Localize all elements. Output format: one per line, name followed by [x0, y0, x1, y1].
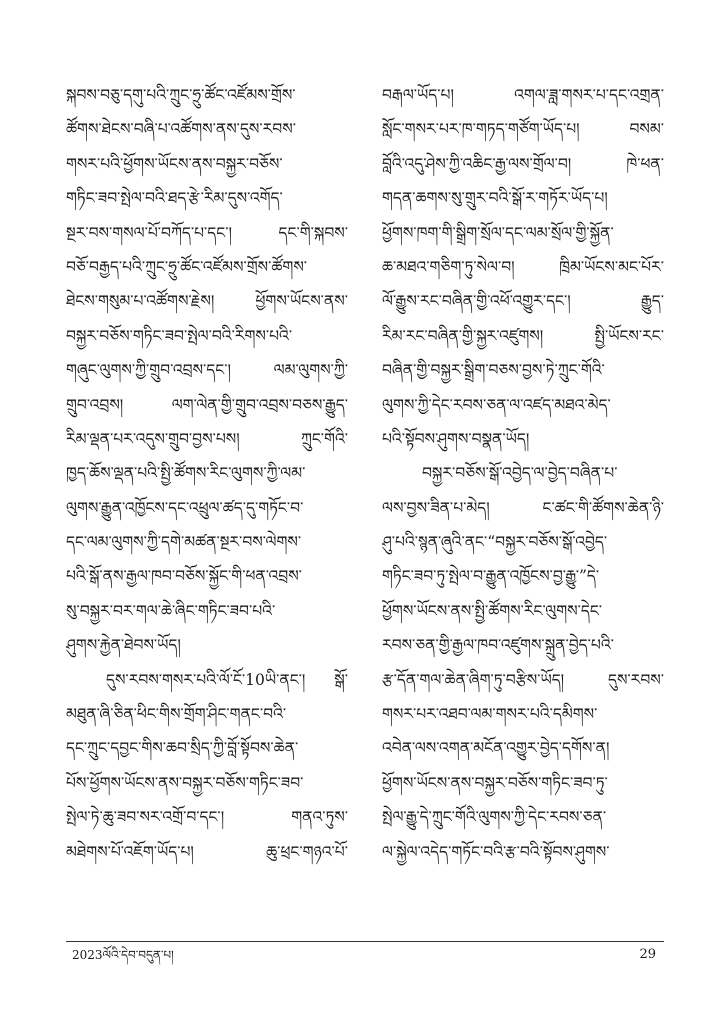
left-column-text-line: ཚོགས་ཐེངས་བཞི་པ་འཚོགས་ནས་དུས་རབས་ — [66, 120, 296, 139]
left-column-text-line: སྔར་བས་གསལ་པོ་བཀོད་པ་དང་། དང་གི་སྐབས་ — [66, 223, 348, 242]
left-column-text-line: བཅོ་བརྒྱད་པའི་ཀྲུང་ཧྲུ་ཚོང་འཛོམས་གྲོས་ཚོགས་ — [66, 257, 308, 276]
right-column-text-line: རིམ་རང་བཞིན་གྱི་སྐྱར་འཛུགས། སྤྱི་ཡོངས་རང་ — [382, 326, 664, 345]
right-text-column — [382, 78, 664, 908]
left-column-text-line: པོས་ཕྱོགས་ཡོངས་ནས་བསྐྱར་བཅོས་གཏིང་ཟབ་ — [66, 773, 304, 792]
right-column-text-line: གདན་ཆགས་སུ་གྲུར་བའི་སྒོ་ར་གཏོར་ཡོད་པ། — [382, 189, 608, 208]
left-column-text-line: པའི་སྒོ་ནས་རྒྱལ་ཁབ་བཅོས་སྐྱོང་གི་ཕན་འབྲས་ — [66, 567, 302, 586]
right-column-text-line: བློའི་འདུ་ཤེས་ཀྱི་འཆིང་རྒྱ་ལས་གྲོལ་བ། ཁེ་ཕན་ — [382, 154, 664, 173]
left-column-text-line: རིམ་ལྡན་པར་འདུས་གྲུབ་བྱས་པས། ཀྲུང་གོའི་ — [66, 429, 348, 448]
left-column-text-line: བསྐྱར་བཅོས་གཏིང་ཟབ་སྤེལ་བའི་རིགས་པའི་ — [66, 326, 293, 345]
left-column-text-line: དང་ལམ་ལུགས་ཀྱི་དགེ་མཚན་སྔར་བས་ལེགས་ — [66, 533, 302, 552]
right-column-text-line: ལ་སྐྱེལ་འདེད་གཏོང་བའི་རྩ་བའི་སྟོབས་ཤུགས་ — [382, 842, 610, 861]
right-column-text-line: བསྐྱར་བཅོས་སྒོ་འབྱེད་ལ་བྱེད་བཞིན་པ་ — [422, 464, 618, 483]
right-column-text-line: ཤུ་པའི་སྙན་ཞུའི་ནང་“བསྐྱར་བཅོས་སྒོ་འབྱེད་ — [382, 533, 608, 552]
right-column-text-line: སློང་གསར་པར་ཁ་གཏད་གཙོག་ཡོད་པ། བསམ་ — [382, 120, 664, 139]
right-column-text-line: བཞིན་གྱི་བསྐྱར་སྒྲིག་བཅས་བྱས་ཏེ་ཀྲུང་གོའི་ — [382, 361, 605, 380]
right-column-text-line: ལས་བྱས་ཟིན་པ་མེད། ང་ཚང་གི་ཚོགས་ཆེན་ཉི་ — [382, 498, 664, 517]
left-column-text-line: ཤུགས་རྐྱེན་ཐེབས་ཡོད། — [66, 636, 181, 655]
right-column-text-line: བརྒལ་ཡོད་པ། འགལ་ཟླ་གསར་པ་དང་འགྲན་ — [382, 86, 664, 104]
left-column-text-line: གྲུབ་འབྲས། ལག་ལེན་གྱི་གྲུབ་འབྲས་བཅས་རྒྱུད་ — [66, 395, 348, 414]
left-column-text-line: ལུགས་རྒྱུན་འཁྱོངས་དང་འཕྲུལ་ཚད་དུ་གཏོང་བ་ — [66, 498, 304, 517]
right-column-text-line: རབས་ཅན་གྱི་རྒྱལ་ཁབ་འཛུགས་སྐྲུན་བྱེད་པའི་ — [382, 636, 614, 655]
right-column-text-line: གསར་པར་འཐབ་ལམ་གསར་པའི་དམིགས་ — [382, 705, 598, 724]
left-column-text-line: གཞུང་ལུགས་ཀྱི་གྲུབ་འབྲས་དང་། ལམ་ལུགས་ཀྱི་ — [66, 361, 348, 380]
left-column-text-line: གསར་པའི་ཕྱོགས་ཡོངས་ནས་བསྐྱར་བཅོས་ — [66, 154, 283, 173]
left-column-text-line: སྤེལ་ཏེ་ཆུ་ཟབ་སར་འགྲོ་བ་དང་། གནའ་ཏུས་ — [66, 808, 348, 827]
left-column-text-line: མཐུན་ཞི་ཅིན་ཕིང་གིས་གྲོག་ཤིང་གནང་བའི་ — [66, 705, 287, 724]
right-column-text-line: ཕྱོགས་ཁག་གི་སྒྲིག་སྲོལ་དང་ལམ་སྲོལ་གྱི་སྐྱོན་ — [382, 223, 614, 242]
left-column-text-line: དང་ཀྲུང་དབྱང་གིས་ཆབ་སྲིད་ཀྱི་བློ་སྟོབས་ཆེན་ — [66, 739, 299, 758]
right-column-text-line: འབེན་ལས་འགན་མངོན་འགྱུར་བྱེད་དགོས་ན། — [382, 739, 610, 758]
right-column-text-line: པའི་སྟོབས་ཤུགས་བསྣན་ཡོད། — [382, 429, 530, 448]
left-column-text-line: མཐེགས་པོ་འཇོག་ཡོད་པ། ཆུ་ཕྲང་གཉའ་པོ་ — [66, 842, 348, 861]
right-column-text-line: ཕྱོགས་ཡོངས་ནས་སྤྱི་ཚོགས་རིང་ལུགས་དེང་ — [382, 601, 603, 620]
right-column-text-line: ལོ་རྒྱུས་རང་བཞིན་གྱི་འཕོ་འགྱུར་དང་། རྒྱུད་ — [382, 292, 664, 311]
left-column-text-line: གཏིང་ཟབ་སྤེལ་བའི་ཐད་རྩེ་རིམ་དུས་འགོད་ — [66, 189, 283, 208]
right-column-text-line: རྩ་དོན་གལ་ཆེན་ཞིག་ཏུ་བརྩིས་ཡོད། དུས་རབས་ — [382, 670, 664, 689]
left-column-text-line: ཐེངས་གསུམ་པ་འཚོགས་རྗེས། ཕྱོགས་ཡོངས་ནས་ — [66, 292, 348, 311]
right-column-text-line: ལུགས་ཀྱི་དེང་རབས་ཅན་ལ་འཛད་མཐའ་མེད་ — [382, 395, 611, 414]
left-column-text-line: སྐབས་བཅུ་དགུ་པའི་ཀྲུང་ཧྲུ་ཚོང་འཛོམས་གྲོས་ — [66, 86, 296, 104]
right-column-text-line: ཕྱོགས་ཡོངས་ནས་བསྐྱར་བཅོས་གཏིང་ཟབ་ཏུ་ — [382, 773, 608, 792]
right-column-text-line: གཏིང་ཟབ་ཏུ་སྤེལ་བ་རྒྱུན་འཁྱོངས་བྱ་རྒྱུ་”དེ་ — [382, 567, 600, 586]
right-column-text-line: ཆ་མཐའ་གཅིག་ཏུ་སེལ་བ། ཁྲིམ་ཡོངས་མང་པོར་ — [382, 257, 664, 276]
right-column-text-line: སྤེལ་རྒྱུ་དེ་ཀྲུང་གོའི་ལུགས་ཀྱི་དེང་རབས་ཅན་ — [382, 808, 607, 827]
left-column-text-line: ཁྱད་ཆོས་ལྡན་པའི་སྤྱི་ཚོགས་རིང་ལུགས་ཀྱི་ལམ་ — [66, 464, 306, 483]
left-column-text-line: དུས་རབས་གསར་པའི་ལོ་ངོ་10ཡི་ནང་། སྒོ་ — [106, 670, 348, 689]
left-text-column — [66, 78, 348, 908]
left-column-text-line: སུ་བསྐྱར་བར་གལ་ཆེ་ཞིང་གཏིང་ཟབ་པའི་ — [66, 601, 276, 620]
page-number: 29 — [639, 947, 656, 962]
footer-issue-label: 2023ལོའི་དེབ་བདུན་པ། — [72, 948, 174, 962]
footer-divider — [66, 941, 664, 942]
